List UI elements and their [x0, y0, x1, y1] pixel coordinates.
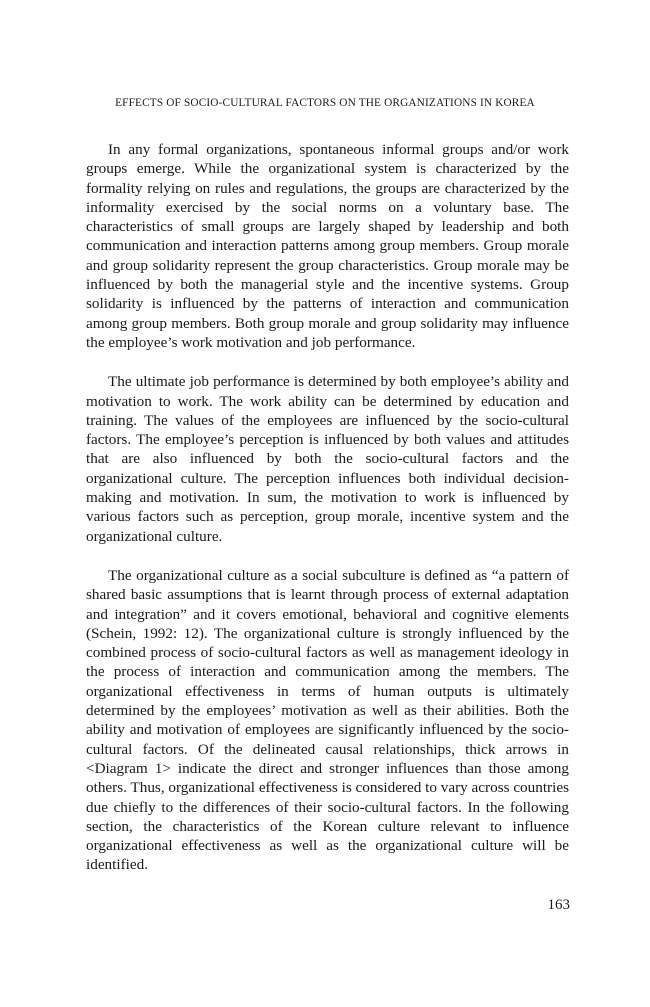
paragraph: In any formal organizations, spontaneous informal groups and/or work groups emerge. While the organizational system is characterized by the formality relying on rules and regulations, the groups are characterized by the informality exercised by the social norms on a voluntary base. The characteristics of small groups are largely shaped by leadership and both communication and interaction patterns among group members. Group morale and group solidarity represent the group characteristics. Group morale may be influenced by both the managerial style and the incentive systems. Group solidarity is influenced by the patterns of interaction and communication among group members. Both group morale and group solidarity may influence the employee’s work motivation and job performance. — [86, 141, 569, 351]
body-text — [86, 140, 569, 895]
page-number: 163 — [547, 897, 570, 913]
paragraph: The ultimate job performance is determined by both employee’s ability and motivation to work. The work ability can be determined by education and training. The values of the employees are influenced by the socio-cultural factors. The employee’s perception is influenced by both values and attitudes that are also influenced by both the socio-cultural factors and the organizational culture. The perception influences both individual decision-making and motivation. In sum, the motivation to work is influenced by various factors such as perception, group morale, incentive system and the organizational culture. — [86, 373, 569, 545]
paragraph: The organizational culture as a social subculture is defined as “a pattern of shared basic assumptions that is learnt through process of external adaptation and integration” and it covers emotional, behavioral and cognitive elements (Schein, 1992: 12). The organizational culture is strongly influenced by the combined process of socio-cultural factors as well as management ideology in the process of interaction and communication among the members. The organizational effectiveness in terms of human outputs is ultimately determined by the employees’ motivation as well as their abilities. Both the ability and motivation of employees are significantly influenced by the socio-cultural factors. Of the delineated causal relationships, thick arrows in <Diagram 1> indicate the direct and stronger influences than those among others. Thus, organizational effectiveness is considered to vary across countries due chiefly to the differences of their socio-cultural factors. In the following section, the characteristics of the Korean culture relevant to influence organizational effectiveness as well as the organizational culture will be identified. — [86, 566, 569, 874]
running-head: EFFECTS OF SOCIO-CULTURAL FACTORS ON THE ORGANIZATIONS IN KOREA — [115, 97, 535, 109]
